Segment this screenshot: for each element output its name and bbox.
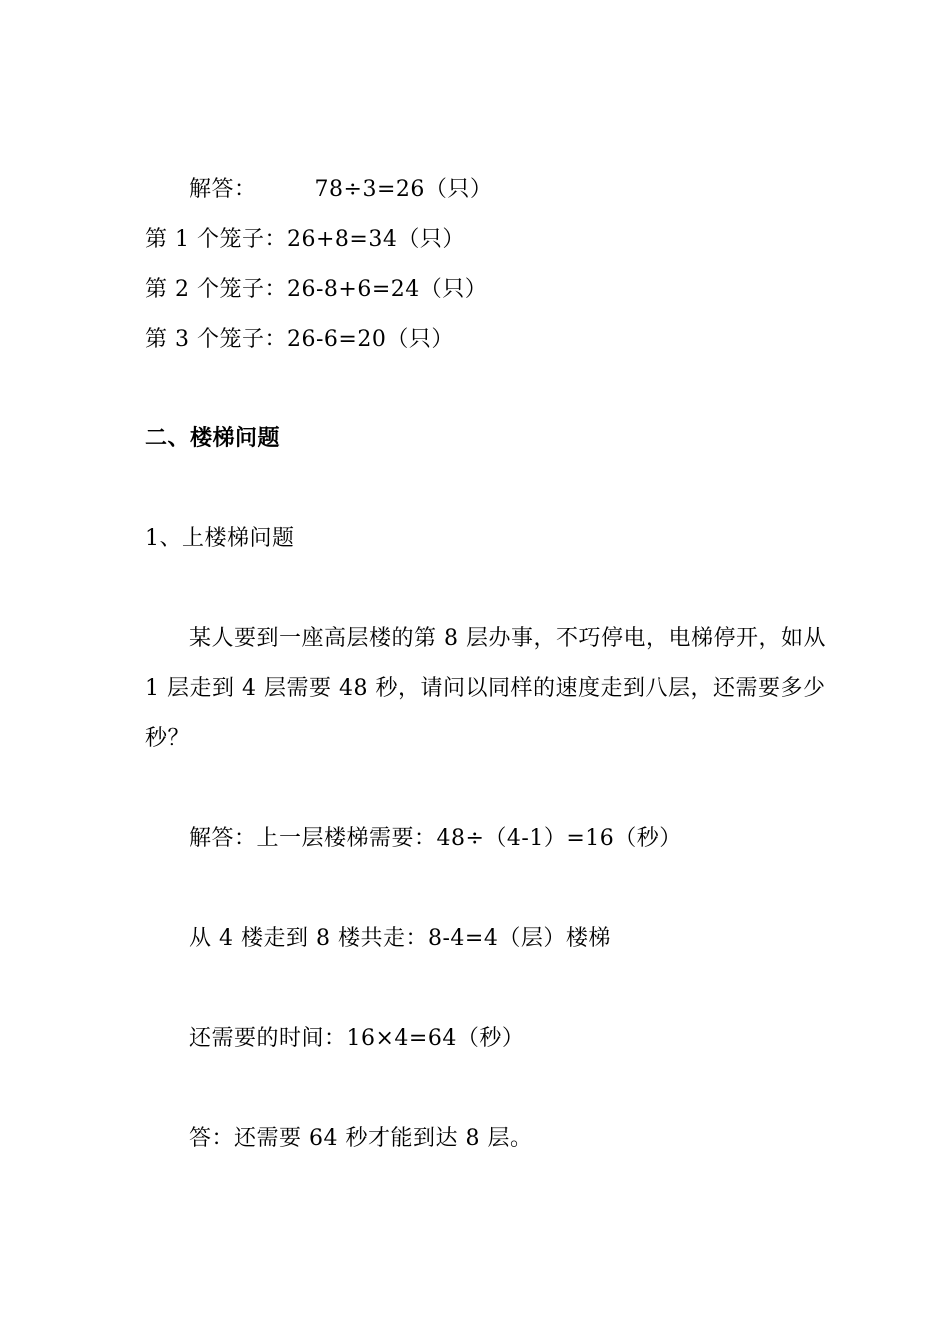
solution-line-1: 解答：上一层楼梯需要：48÷（4-1）=16（秒） (189, 826, 682, 851)
problem-line-1: 某人要到一座高层楼的第 8 层办事，不巧停电，电梯停开，如从 (189, 626, 826, 651)
section-heading: 二、楼梯问题 (145, 426, 281, 451)
problem-line-2: 1 层走到 4 层需要 48 秒，请问以同样的速度走到八层，还需要多少 (145, 676, 826, 701)
solution-line-3: 还需要的时间：16×4=64（秒） (189, 1026, 525, 1051)
solution-line-2: 从 4 楼走到 8 楼共走：8-4=4（层）楼梯 (189, 926, 611, 951)
subsection-heading: 1、上楼梯问题 (145, 526, 295, 551)
cage-1-line: 第 1 个笼子：26+8=34（只） (145, 227, 465, 252)
answer-label: 解答： (189, 177, 257, 202)
answer-line (189, 177, 492, 203)
cage-2-line: 第 2 个笼子：26-8+6=24（只） (145, 277, 488, 302)
final-answer-line: 答：还需要 64 秒才能到达 8 层。 (189, 1126, 533, 1151)
cage-3-line: 第 3 个笼子：26-6=20（只） (145, 327, 454, 352)
problem-line-3: 秒？ (145, 726, 191, 751)
answer-formula: 78÷3=26（只） (314, 177, 493, 202)
